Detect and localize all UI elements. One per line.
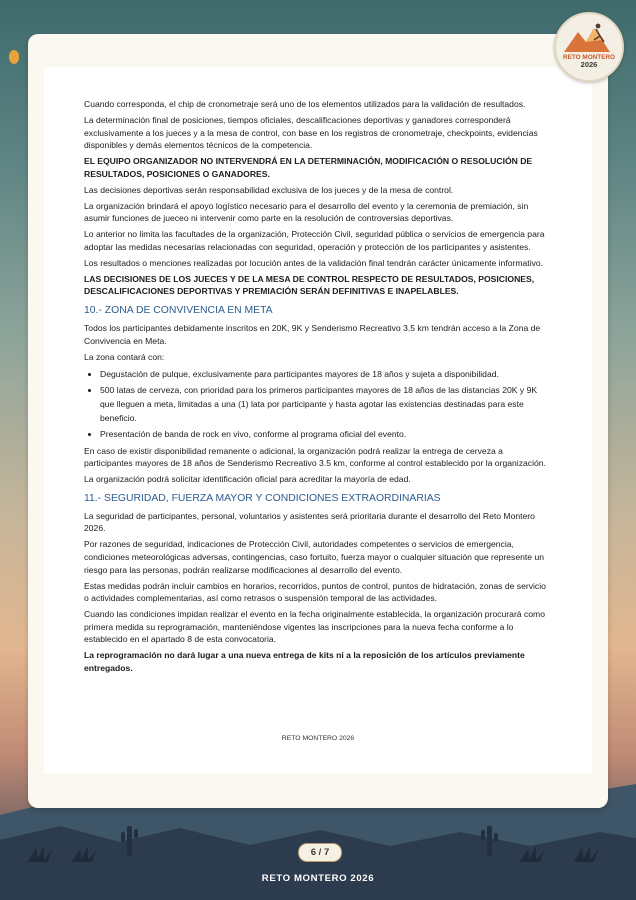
paragraph: La organización brindará el apoyo logístico necesario para el desarrollo del evento y la ceremonia de premiación, sin asumir funciones de jueceo ni intervenir como parte en la resolución de controversias deportivas. (84, 200, 529, 224)
mountain-logo-icon (556, 16, 622, 56)
paragraph: La determinación final de posiciones, tiempos oficiales, descalificaciones deportivas y ganadores corresponderá exclusivamente a los jueces y a la mesa de control, con base en los registros de cronometraje, checkpoints, evidencias disponibles y demás elementos técnicos de la competencia. (84, 114, 538, 151)
side-marker (9, 50, 19, 64)
section-heading-11: 11.- SEGURIDAD, FUERZA MAYOR Y CONDICIONES EXTRAORDINARIAS (84, 492, 441, 504)
paragraph: Por razones de seguridad, indicaciones de Protección Civil, autoridades competentes o servicios de emergencia, condiciones meteorológicas adversas, contingencias, caso fortuito, fuerza mayor o cualquier situación que represente un riesgo para las personas, podrán realizarse modificaciones al desarrollo del evento. (84, 539, 545, 575)
paragraph: Cuando las condiciones impidan realizar el evento en la fecha originalmente establecida, la organización procurará como primera medida su reprogramación, manteniéndose vigentes las inscripciones para la nueva fecha conforme a lo establecido en el apartado 8 de esta convocatoria. (84, 609, 545, 645)
logo-title: RETO MONTERO (562, 54, 616, 61)
bold-notice: EL EQUIPO ORGANIZADOR NO INTERVENDRÁ EN LA DETERMINACIÓN, MODIFICACIÓN O RESOLUCIÓN DE RESULTADOS, POSICIONES O GANADORES. (84, 156, 533, 179)
bold-notice: LAS DECISIONES DE LOS JUECES Y DE LA MESA DE CONTROL RESPECTO DE RESULTADOS, POSICIONES, DESCALIFICACIONES DEPORTIVAS Y PREMIACIÓN SERÁN DEFINITIVAS E INAPELABLES. (84, 273, 535, 297)
bold-notice: La reprogramación no dará lugar a una nueva entrega de kits ni a la reposición de los artículos previamente entregados. (84, 650, 525, 673)
list-item: • Presentación de banda de rock en vivo, conforme al programa oficial del evento. (100, 427, 550, 441)
paragraph: Todos los participantes debidamente inscritos en 20K, 9K y Senderismo Recreativo 3.5 km tendrán acceso a la Zona de Convivencia en Meta. (84, 323, 541, 346)
paragraph: En caso de existir disponibilidad remanente o adicional, la organización podrá realizar la entrega de cerveza a participantes mayores de 18 años de Senderismo Recreativo 3.5 km, conforme al control establecido por la organización. (84, 445, 546, 469)
paragraph: Estas medidas podrán incluir cambios en horarios, recorridos, puntos de control, puntos de hidratación, zonas de servicio o actividades complementarias, así como retrasos o suspensión temporal de las actividades. (84, 580, 546, 604)
list-intro: La zona contará con: (84, 351, 165, 362)
paragraph: La organización podrá solicitar identificación oficial para acreditar la mayoría de edad. (84, 474, 411, 485)
event-logo-badge (554, 12, 624, 82)
list-item: • Degustación de pulque, exclusivamente para participantes mayores de 18 años y sujeta a disponibilidad. (100, 367, 550, 381)
paragraph: Las decisiones deportivas serán responsabilidad exclusiva de los jueces y de la mesa de control. (84, 184, 454, 195)
paragraph: La seguridad de participantes, personal, voluntarios y asistentes será prioritaria durante el desarrollo del Reto Montero 2026. (84, 510, 535, 534)
amenities-list (84, 367, 550, 442)
paragraph: Lo anterior no limita las facultades de la organización, Protección Civil, seguridad pública o servicios de emergencia para adoptar las medidas necesarias relacionadas con seguridad, operación y protección de los participantes y asistentes. (84, 229, 545, 252)
bottom-banner-title: RETO MONTERO 2026 (261, 873, 375, 884)
document-body (84, 98, 550, 678)
list-item: • 500 latas de cerveza, con prioridad para los primeros participantes mayores de 18 años de las distancias 20K y 9K que lleguen a meta, limitadas a una (1) lata por participante y hasta agotar las existencias destinadas para este beneficio. (100, 383, 550, 426)
logo-year: 2026 (580, 60, 598, 69)
section-heading-10: 10.- ZONA DE CONVIVENCIA EN META (84, 305, 273, 317)
paragraph: Los resultados o menciones realizadas por locución antes de la validación final tendrán carácter únicamente informativo. (84, 257, 544, 268)
paragraph: Cuando corresponda, el chip de cronometraje será uno de los elementos utilizados para la validación de resultados. (84, 99, 526, 109)
page-indicator: 6 / 7 (298, 843, 342, 862)
document-footer: RETO MONTERO 2026 (281, 735, 355, 742)
